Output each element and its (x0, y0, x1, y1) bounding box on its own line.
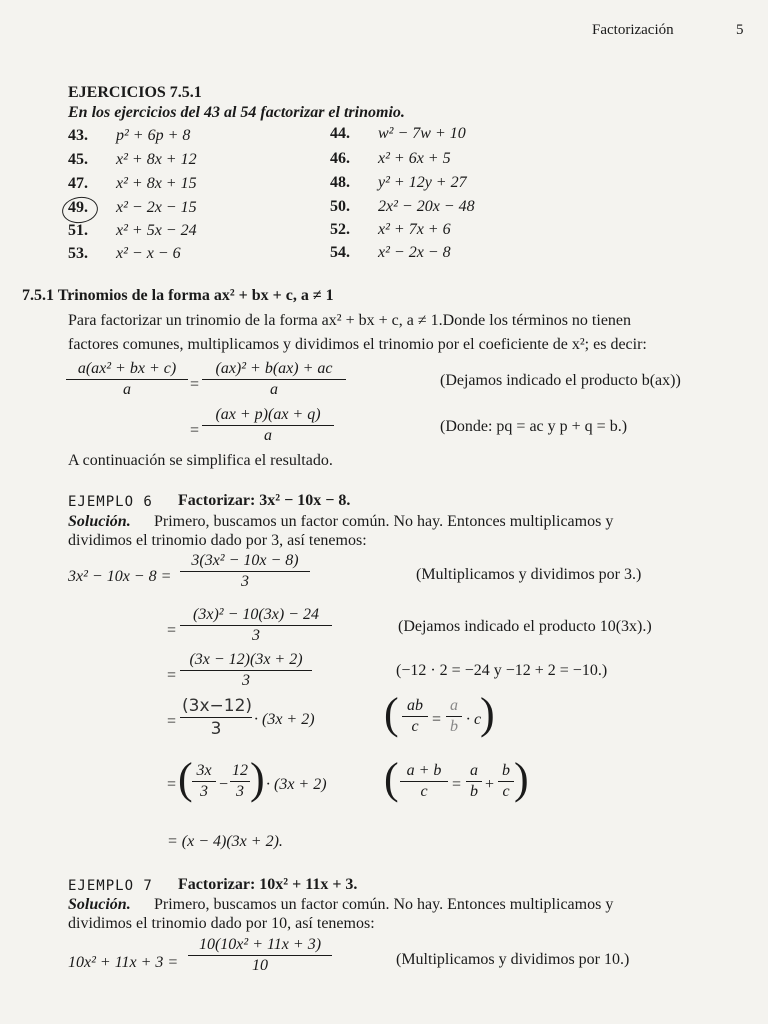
fraction (180, 552, 310, 591)
section-paragraph: A continuación se simplifica el resultado. (68, 452, 333, 469)
exercises-title: EJERCICIOS 7.5.1 (68, 84, 202, 101)
denominator: 3 (252, 627, 260, 644)
numerator: a (450, 697, 458, 714)
denominator: b (450, 718, 458, 735)
exercise-expression: 2x² − 20x − 48 (378, 198, 475, 215)
exercise-expression: x² + 8x + 12 (116, 151, 197, 168)
fraction (180, 606, 332, 645)
equals-sign: = (190, 422, 200, 439)
section-heading: 7.5.1 Trinomios de la forma ax² + bx + c, a ≠ 1 (22, 287, 334, 304)
exercise-number: 52. (330, 221, 350, 238)
fraction (202, 406, 334, 445)
equation-lhs: 3x² − 10x − 8 = (68, 568, 172, 585)
equals-sign: = (167, 713, 177, 730)
exercise-expression: x² − x − 6 (116, 245, 181, 262)
exercise-expression: y² + 12y + 27 (378, 174, 467, 191)
equals-sign: = (167, 776, 177, 793)
exercise-expression: w² − 7w + 10 (378, 125, 466, 142)
denominator: b (470, 783, 478, 800)
denominator: 3 (241, 573, 249, 590)
fraction (466, 762, 482, 801)
numerator: (ax)² + b(ax) + ac (215, 360, 333, 377)
denominator: a (123, 381, 131, 398)
exercise-expression: x² + 8x + 15 (116, 175, 197, 192)
expression-tail: · (3x + 2) (266, 776, 327, 793)
annotation: (Multiplicamos y dividimos por 10.) (396, 951, 630, 968)
fraction (180, 651, 312, 690)
right-paren: ) (250, 754, 265, 803)
example-label: EJEMPLO 7 (68, 878, 153, 894)
annotation: (−12 · 2 = −24 y −12 + 2 = −10.) (396, 662, 608, 679)
page-number: 5 (736, 22, 744, 38)
exercise-expression: x² − 2x − 8 (378, 244, 451, 261)
annotation: (Dejamos indicado el producto 10(3x).) (398, 618, 652, 635)
denominator: 3 (236, 783, 244, 800)
expression-tail: · c (466, 711, 482, 728)
plus-sign: + (485, 776, 495, 793)
example-title: Factorizar: 3x² − 10x − 8. (178, 492, 351, 509)
exercise-number: 44. (330, 125, 350, 142)
fraction (180, 696, 252, 739)
exercise-number: 54. (330, 244, 350, 261)
fraction (192, 762, 216, 801)
final-result: = (x − 4)(3x + 2). (167, 833, 283, 850)
example-label: EJEMPLO 6 (68, 494, 153, 510)
numerator: a(ax² + bx + c) (77, 360, 177, 377)
exercise-number: 43. (68, 127, 88, 144)
expression-tail: · (3x + 2) (254, 711, 315, 728)
exercise-expression: x² + 7x + 6 (378, 221, 451, 238)
minus-sign: − (219, 776, 229, 793)
fraction (400, 762, 448, 801)
solution-text: dividimos el trinomio dado por 10, así tenemos: (68, 915, 375, 932)
numerator: (ax + p)(ax + q) (215, 406, 321, 423)
numerator: 12 (232, 762, 248, 779)
denominator: 3 (210, 719, 222, 739)
exercise-number: 51. (68, 222, 88, 239)
annotation: (Dejamos indicado el producto b(ax)) (440, 372, 681, 389)
equals-sign: = (167, 667, 177, 684)
denominator: 10 (252, 957, 268, 974)
left-paren: ( (384, 689, 399, 738)
equals-sign: = (190, 376, 200, 393)
exercise-expression: x² + 5x − 24 (116, 222, 197, 239)
hand-drawn-circle (60, 195, 99, 226)
left-paren: ( (178, 754, 193, 803)
numerator: 10(10x² + 11x + 3) (198, 936, 322, 953)
fraction (66, 360, 188, 399)
right-paren: ) (480, 689, 495, 738)
numerator: (3x − 12)(3x + 2) (189, 651, 303, 668)
exercise-number: 48. (330, 174, 350, 191)
numerator: 3(3x² − 10x − 8) (191, 552, 299, 569)
solution-text: Primero, buscamos un factor común. No hay. Entonces multiplicamos y (154, 513, 614, 530)
solution-label: Solución. (68, 896, 131, 913)
numerator: (3x−12) (182, 696, 253, 716)
example-title: Factorizar: 10x² + 11x + 3. (178, 876, 358, 893)
exercise-number: 50. (330, 198, 350, 215)
equals-sign: = (167, 622, 177, 639)
exercises-instruction: En los ejercicios del 43 al 54 factorizar el trinomio. (68, 104, 405, 121)
denominator: c (420, 783, 428, 800)
fraction (498, 762, 514, 801)
denominator: a (264, 427, 272, 444)
denominator: a (270, 381, 278, 398)
section-paragraph: factores comunes, multiplicamos y dividimos el trinomio por el coeficiente de x²; es decir: (68, 336, 647, 353)
fraction (188, 936, 332, 975)
section-paragraph: Para factorizar un trinomio de la forma ax² + bx + c, a ≠ 1.Donde los términos no tienen (68, 312, 632, 329)
exercise-expression: x² − 2x − 15 (116, 199, 197, 216)
equals-sign: = (432, 711, 442, 728)
numerator: ab (407, 697, 423, 714)
solution-label: Solución. (68, 513, 131, 530)
exercise-number: 47. (68, 175, 88, 192)
right-paren: ) (514, 754, 529, 803)
equals-sign: = (452, 776, 462, 793)
solution-text: dividimos el trinomio dado por 3, así tenemos: (68, 532, 367, 549)
fraction (202, 360, 346, 399)
numerator: (3x)² − 10(3x) − 24 (193, 606, 319, 623)
numerator: a + b (406, 762, 442, 779)
numerator: 3x (196, 762, 212, 779)
left-paren: ( (384, 754, 399, 803)
exercise-number: 53. (68, 245, 88, 262)
numerator: a (470, 762, 478, 779)
annotation: (Multiplicamos y dividimos por 3.) (416, 566, 642, 583)
annotation: (Donde: pq = ac y p + q = b.) (440, 418, 628, 435)
fraction (402, 697, 428, 736)
exercise-number: 49. (68, 199, 88, 216)
solution-text: Primero, buscamos un factor común. No hay. Entonces multiplicamos y (154, 896, 614, 913)
equation-lhs: 10x² + 11x + 3 = (68, 954, 179, 971)
exercise-number: 45. (68, 151, 88, 168)
denominator: c (411, 718, 419, 735)
denominator: 3 (200, 783, 208, 800)
exercise-expression: x² + 6x + 5 (378, 150, 451, 167)
running-title: Factorización (592, 22, 674, 38)
exercise-number: 46. (330, 150, 350, 167)
denominator: 3 (242, 672, 250, 689)
numerator: b (502, 762, 510, 779)
fraction (230, 762, 250, 801)
denominator: c (502, 783, 510, 800)
fraction (446, 697, 462, 736)
exercise-expression: p² + 6p + 8 (116, 127, 191, 144)
